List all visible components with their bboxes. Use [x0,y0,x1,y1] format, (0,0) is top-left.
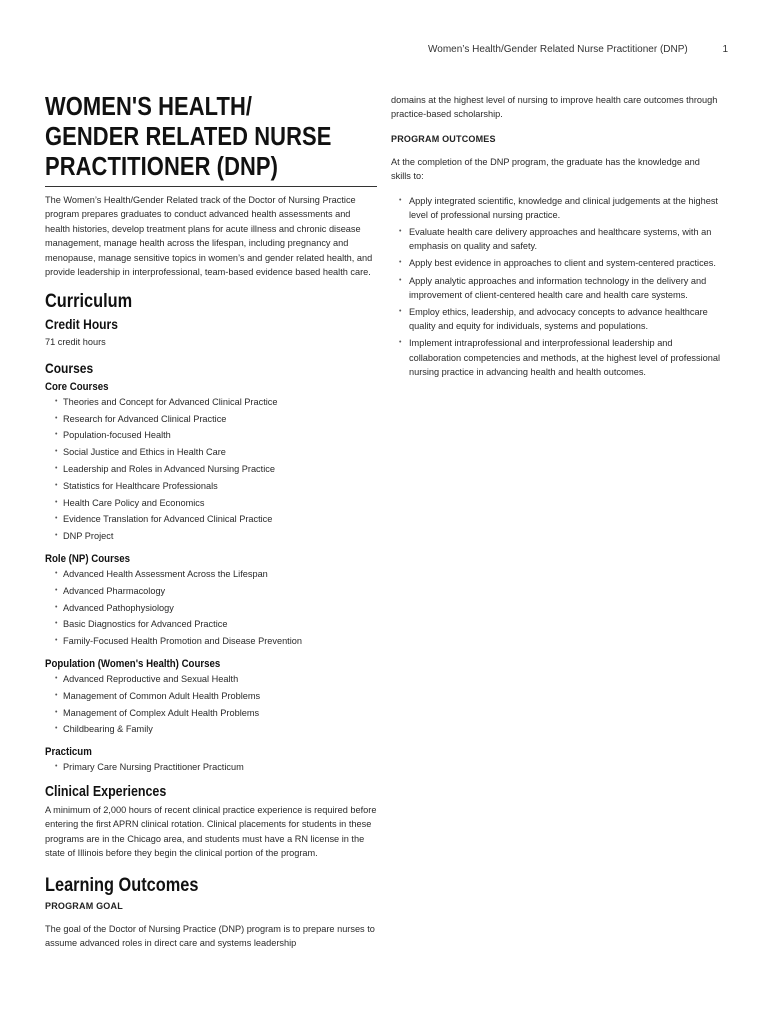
list-item: • Evidence Translation for Advanced Clinical Practice [55,511,377,528]
list-item: • Employ ethics, leadership, and advocacy concepts to advance healthcare quality and equity for individuals, systems and populations. [399,305,721,333]
list-item: • Advanced Pharmacology [55,583,377,600]
title-line-1: WOMEN'S HEALTH/ [45,93,253,121]
title-line-3: PRACTITIONER (DNP) [45,153,279,181]
learning-outcomes-heading: Learning Outcomes [45,874,199,896]
list-item: • Advanced Pathophysiology [55,600,377,617]
running-title: Women’s Health/Gender Related Nurse Practitioner (DNP) [428,44,688,55]
courses-heading: Courses [45,359,94,376]
population-course-list [55,671,377,738]
core-course-list [55,394,377,545]
list-item: • Leadership and Roles in Advanced Nursing Practice [55,461,377,478]
list-item: • Advanced Reproductive and Sexual Health [55,671,377,688]
list-item: • Family-Focused Health Promotion and Disease Prevention [55,633,377,650]
role-course-list [55,566,377,650]
list-item: • Social Justice and Ethics in Health Care [55,444,377,461]
list-item: • Evaluate health care delivery approaches and healthcare systems, with an emphasis on quality and safety. [399,225,721,253]
list-item: • Implement intraprofessional and interprofessional leadership and collaboration competencies and methods, at the highest level of professional nursing practice in advancing health and health outcomes. [399,336,721,379]
list-item: • Health Care Policy and Economics [55,495,377,512]
page-title [45,92,380,182]
clinical-experiences-text: A minimum of 2,000 hours of recent clinical practice experience is required before entering the first APRN clinical rotation. Clinical placements for students in these programs are in the Chicago area, and students must have a RN license in the state of Illinois before they begin the clinical portion of the program. [45,804,377,859]
population-courses-heading: Population (Women's Health) Courses [45,658,221,670]
left-column [45,92,377,950]
list-item: • Statistics for Healthcare Professionals [55,478,377,495]
program-goal-text-continued: domains at the highest level of nursing to improve health care outcomes through practice-based scholarship. [391,95,718,120]
list-item: • Primary Care Nursing Practitioner Practicum [55,759,377,776]
title-line-2: GENDER RELATED NURSE [45,123,332,151]
list-item: • Research for Advanced Clinical Practice [55,411,377,428]
credit-hours-heading: Credit Hours [45,316,118,333]
list-item: • Childbearing & Family [55,721,377,738]
list-item: • Basic Diagnostics for Advanced Practice [55,616,377,633]
page-number: 1 [722,44,728,55]
list-item: • DNP Project [55,528,377,545]
practicum-heading: Practicum [45,746,92,759]
program-outcomes-list [399,194,721,379]
list-item: • Apply analytic approaches and information technology in the delivery and improvement of client-centered health care and health care systems. [399,274,721,302]
list-item: • Advanced Health Assessment Across the Lifespan [55,566,377,583]
title-divider [45,186,377,187]
list-item: • Theories and Concept for Advanced Clinical Practice [55,394,377,411]
credit-hours-text: 71 credit hours [45,337,106,348]
curriculum-heading: Curriculum [45,291,133,313]
program-outcomes-heading: PROGRAM OUTCOMES [391,133,496,144]
list-item: • Population-focused Health [55,427,377,444]
list-item: • Apply best evidence in approaches to client and system-centered practices. [399,256,721,270]
role-courses-heading: Role (NP) Courses [45,553,130,566]
core-courses-heading: Core Courses [45,380,109,393]
clinical-experiences-heading: Clinical Experiences [45,783,167,800]
list-item: • Management of Complex Adult Health Problems [55,705,377,722]
list-item: • Management of Common Adult Health Problems [55,688,377,705]
running-header [428,44,728,55]
program-goal-text: The goal of the Doctor of Nursing Practice (DNP) program is to prepare nurses to assume advanced roles in direct care and systems leadership [45,923,375,949]
list-item: • Apply integrated scientific, knowledge and clinical judgements at the highest level of professional nursing practice. [399,194,721,222]
program-goal-heading: PROGRAM GOAL [45,900,123,911]
practicum-course-list [55,759,377,776]
right-column [391,93,721,382]
intro-paragraph: The Women’s Health/Gender Related track of the Doctor of Nursing Practice program prepares graduates to conduct advanced health assessments and health histories, develop treatment plans for acute illness and chronic disease management, manage health across the lifespan, including pregnancy and menopause, manage sensitive topics in women’s and gender related health, and provide leadership in interprofessional, team-based evidence based health care. [45,195,373,278]
program-outcomes-intro: At the completion of the DNP program, the graduate has the knowledge and skills to: [391,156,700,182]
